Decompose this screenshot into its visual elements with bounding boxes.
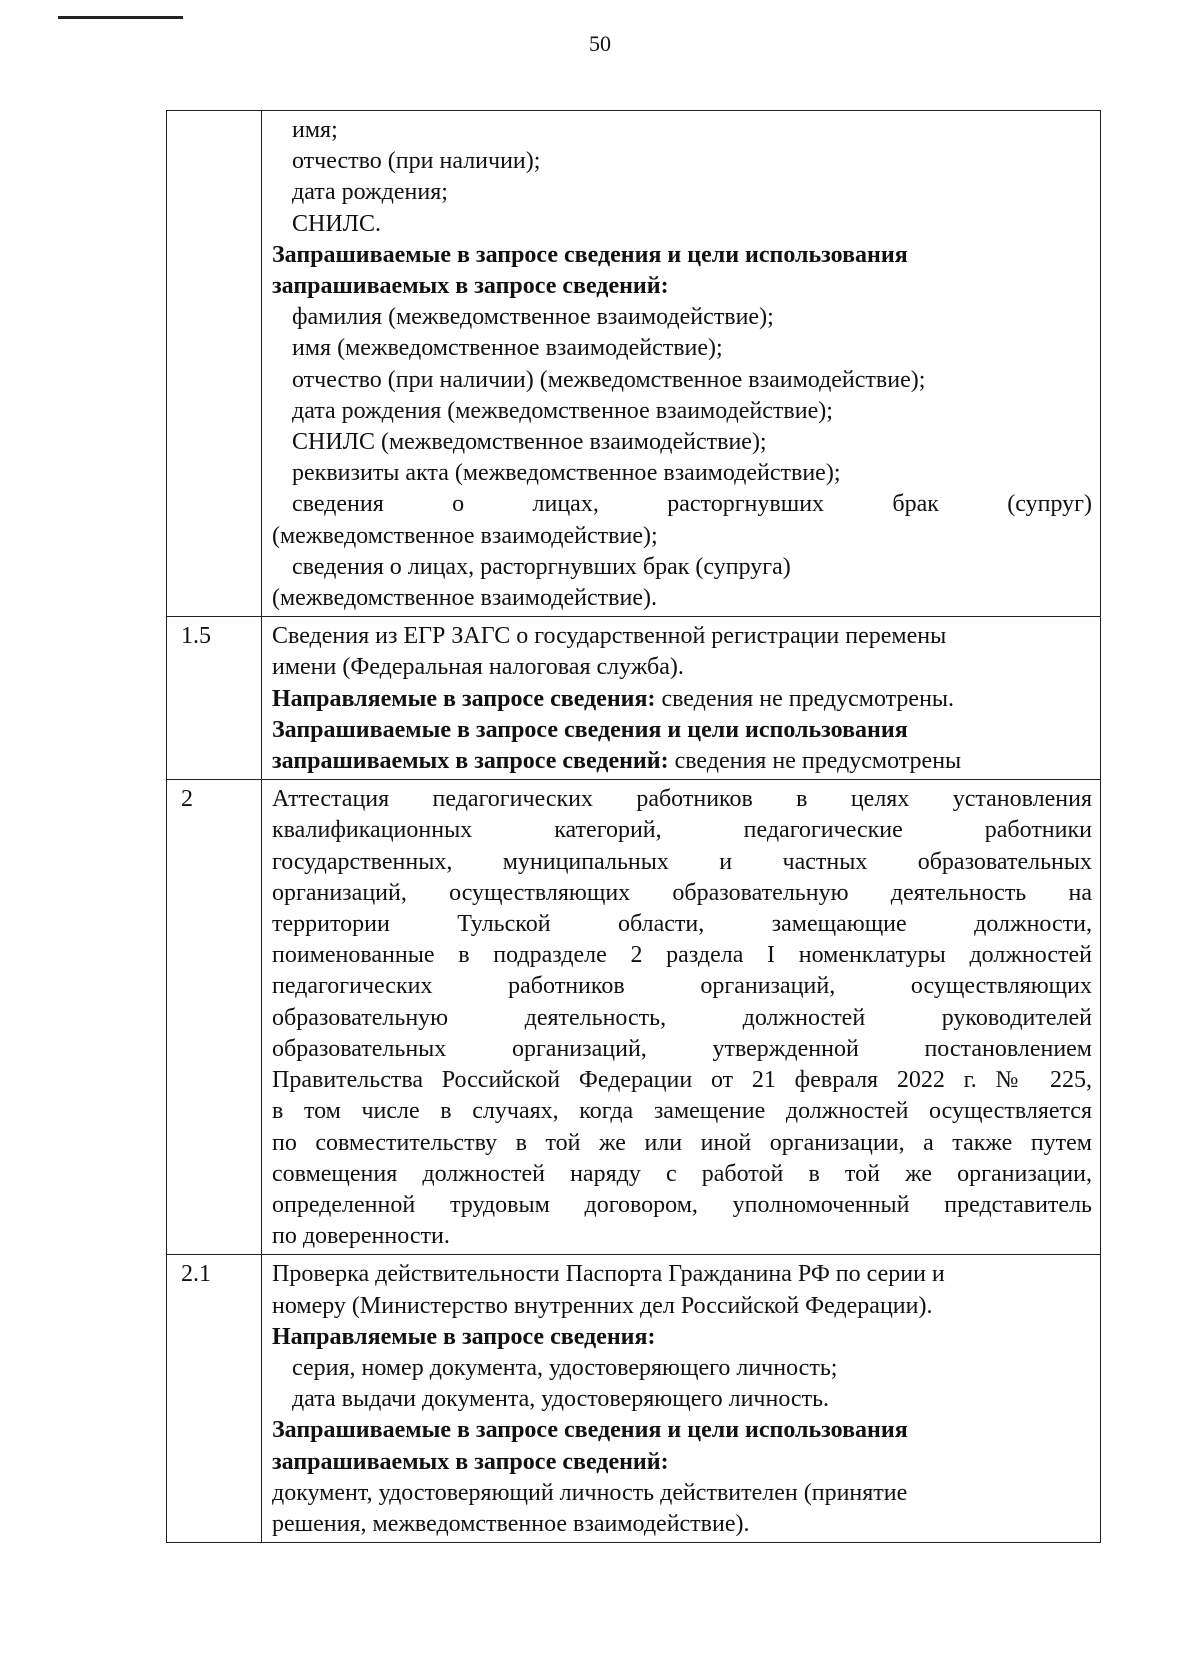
text-line: образовательную деятельность, должностей руководителей	[272, 1004, 1092, 1031]
text-line: Запрашиваемые в запросе сведения и цели использования	[272, 241, 908, 268]
text-line: образовательных организаций, утвержденной постановлением	[272, 1035, 1092, 1062]
text-line: определенной трудовым договором, уполномоченный представитель	[272, 1191, 1092, 1218]
text-line: совмещения должностей наряду с работой в той же организации,	[272, 1160, 1092, 1187]
text-line: по совместительству в той же или иной организации, а также путем	[272, 1129, 1092, 1156]
text-line: по доверенности.	[272, 1223, 450, 1250]
text-line: (межведомственное взаимодействие).	[272, 585, 657, 612]
row-content-cell	[262, 1255, 1101, 1543]
text-line: Правительства Российской Федерации от 21 февраля 2022 г. № 225,	[272, 1067, 1092, 1094]
bold-label: Направляемые в запросе сведения:	[272, 685, 656, 712]
text-line: Аттестация педагогических работников в целях установления	[272, 786, 1092, 813]
top-rule	[58, 16, 183, 19]
text-line: в том числе в случаях, когда замещение должностей осуществляется	[272, 1098, 1092, 1125]
text-line: документ, удостоверяющий личность действителен (принятие	[272, 1479, 908, 1506]
row-content-cell	[262, 780, 1101, 1255]
table-row	[167, 1255, 1101, 1543]
table-row	[167, 617, 1101, 780]
text-line: номеру (Министерство внутренних дел Российской Федерации).	[272, 1292, 933, 1319]
text-line: запрашиваемых в запросе сведений:	[272, 273, 669, 300]
text-line: решения, межведомственное взаимодействие).	[272, 1510, 750, 1537]
text-line: сведения о лицах, расторгнувших брак (супруг)	[292, 491, 1092, 518]
text-line	[272, 746, 1092, 777]
line-text: сведения не предусмотрены.	[655, 685, 955, 712]
row-number-cell: 1.5	[167, 617, 262, 780]
text-line: имя;	[292, 117, 338, 143]
row-number-cell	[167, 111, 262, 617]
line-text: сведения не предусмотрены	[668, 748, 962, 775]
row-number-cell: 2.1	[167, 1255, 262, 1543]
text-line: реквизиты акта (межведомственное взаимодействие);	[292, 460, 841, 487]
text-line: сведения о лицах, расторгнувших брак (супруга)	[292, 553, 791, 580]
text-line: запрашиваемых в запросе сведений:	[272, 1448, 669, 1475]
text-line: государственных, муниципальных и частных образовательных	[272, 848, 1092, 875]
text-line: территории Тульской области, замещающие должности,	[272, 911, 1092, 938]
text-line: фамилия (межведомственное взаимодействие);	[292, 304, 774, 331]
text-line: дата рождения (межведомственное взаимодействие);	[292, 397, 833, 424]
text-line: Запрашиваемые в запросе сведения и цели использования	[272, 716, 908, 743]
table-row	[167, 780, 1101, 1255]
text-line: поименованные в подразделе 2 раздела I номенклатуры должностей	[272, 942, 1092, 969]
text-line: имени (Федеральная налоговая служба).	[272, 654, 684, 681]
text-line: СНИЛС.	[292, 210, 381, 237]
table-row	[167, 111, 1101, 617]
text-line: организаций, осуществляющих образовательную деятельность на	[272, 879, 1092, 906]
text-line	[272, 684, 1092, 715]
text-line: педагогических работников организаций, осуществляющих	[272, 973, 1092, 1000]
text-line: СНИЛС (межведомственное взаимодействие);	[292, 429, 767, 456]
text-line: Сведения из ЕГР ЗАГС о государственной регистрации перемены	[272, 623, 947, 650]
bold-label: запрашиваемых в запросе сведений:	[272, 748, 669, 775]
text-line: Проверка действительности Паспорта Гражданина РФ по серии и	[272, 1261, 945, 1288]
text-line: серия, номер документа, удостоверяющего личность;	[292, 1354, 838, 1381]
row-number-cell: 2	[167, 780, 262, 1255]
text-line: Направляемые в запросе сведения:	[272, 1323, 656, 1350]
text-line: дата выдачи документа, удостоверяющего личность.	[292, 1386, 830, 1413]
document-table	[166, 110, 1101, 1543]
text-line: квалификационных категорий, педагогические работники	[272, 817, 1092, 844]
row-content-cell	[262, 111, 1101, 617]
text-line: дата рождения;	[292, 179, 448, 206]
page-number: 50	[589, 31, 611, 56]
text-line: отчество (при наличии);	[292, 148, 541, 175]
row-content-cell	[262, 617, 1101, 780]
text-line: (межведомственное взаимодействие);	[272, 522, 658, 549]
text-line: отчество (при наличии) (межведомственное взаимодействие);	[292, 366, 926, 393]
text-line: Запрашиваемые в запросе сведения и цели использования	[272, 1417, 908, 1444]
text-line: имя (межведомственное взаимодействие);	[292, 335, 723, 362]
table-body	[167, 111, 1101, 1543]
